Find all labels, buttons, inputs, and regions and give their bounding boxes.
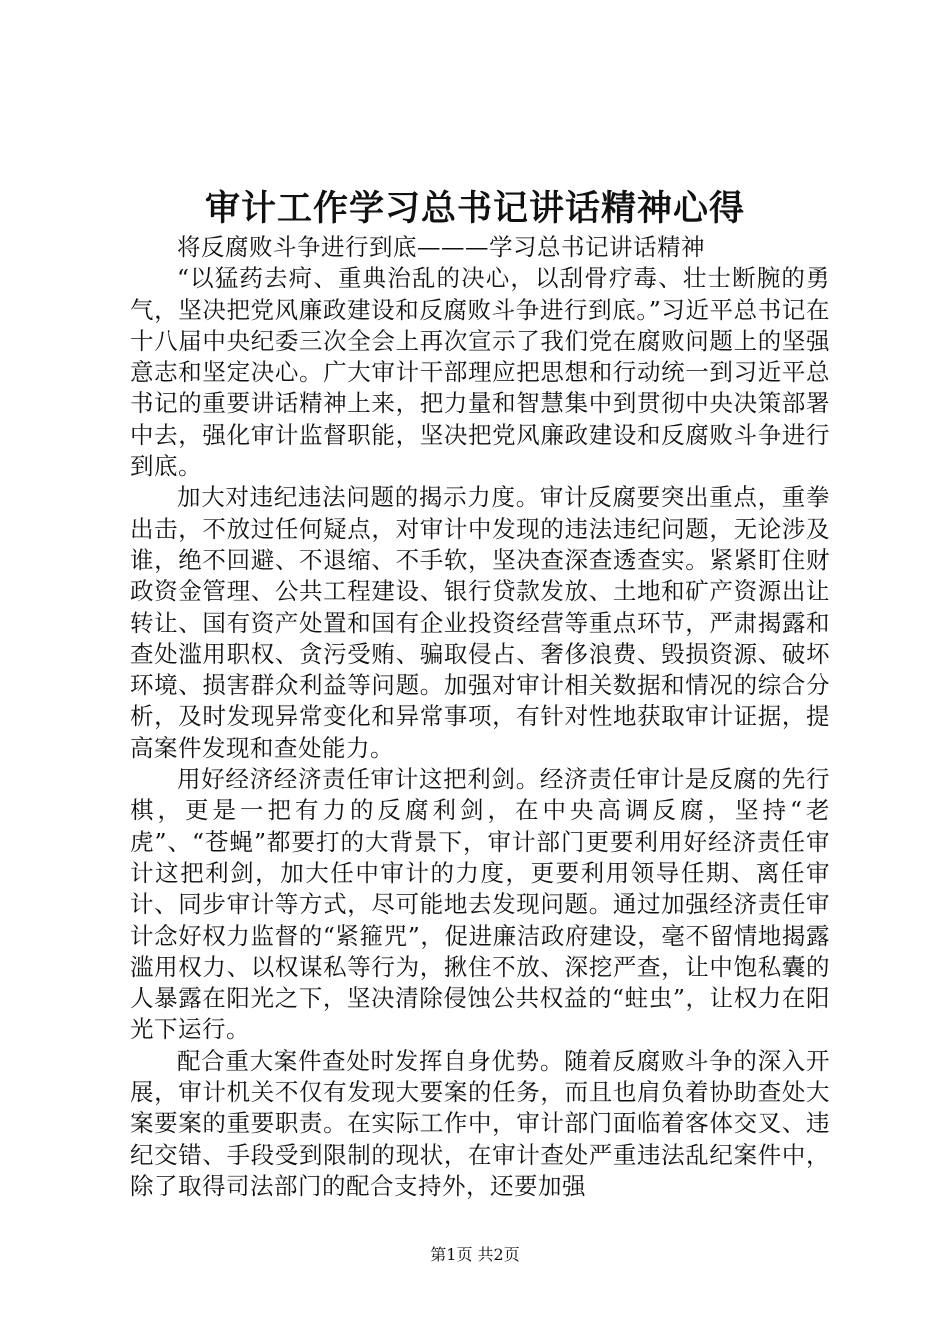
page-number-footer: 第1页 共2页 — [430, 1245, 520, 1264]
paragraph-economic-audit: 用好经济经济责任审计这把利剑。经济责任审计是反腐的先行棋，更是一把有力的反腐利剑，在中央高调反腐，坚持“老虎”、“苍蝇”都要打的大背景下，审计部门更要利用好经济责任审计这把利剑，加大任中审计的力度，更要利用领导任期、离任审计、同步审计等方式，尽可能地去发现问题。通过加强经济责任审计念好权力监督的“紧箍咒”，促进廉洁政府建设，毫不留情地揭露滥用权力、以权谋私等行为，揪住不放、深挖严查，让中饱私囊的人暴露在阳光之下，坚决清除侵蚀公共权益的“蛀虫”，让权力在阳光下运行。 — [130, 765, 830, 1044]
document-body — [130, 232, 830, 1202]
paragraph-major-cases: 配合重大案件查处时发挥自身优势。随着反腐败斗争的深入开展，审计机关不仅有发现大要案的任务，而且也肩负着协助查处大案要案的重要职责。在实际工作中，审计部门面临着客体交叉、违纪交错、手段受到限制的现状，在审计查处严重违法乱纪案件中，除了取得司法部门的配合支持外，还要加强 — [130, 1046, 830, 1200]
document-subtitle: 将反腐败斗争进行到底———学习总书记讲话精神 — [177, 233, 705, 261]
paragraph-intro: “以猛药去疴、重典治乱的决心，以刮骨疗毒、壮士断腕的勇气，坚决把党风廉政建设和反腐败斗争进行到底。”习近平总书记在十八届中央纪委三次全会上再次宣示了我们党在腐败问题上的坚强意志和坚定决心。广大审计干部理应把思想和行动统一到习近平总书记的重要讲话精神上来，把力量和智慧集中到贯彻中央决策部署中去，强化审计监督职能，坚决把党风廉政建设和反腐败斗争进行到底。 — [130, 264, 830, 481]
paragraph-disclosure: 加大对违纪违法问题的揭示力度。审计反腐要突出重点，重拳出击，不放过任何疑点，对审计中发现的违法违纪问题，无论涉及谁，绝不回避、不退缩、不手软，坚决查深查透查实。紧紧盯住财政资金管理、公共工程建设、银行贷款发放、土地和矿产资源出让转让、国有资产处置和国有企业投资经营等重点环节，严肃揭露和查处滥用职权、贪污受贿、骗取侵占、奢侈浪费、毁损资源、破坏环境、损害群众利益等问题。加强对审计相关数据和情况的综合分析，及时发现异常变化和异常事项，有针对性地获取审计证据，提高案件发现和查处能力。 — [130, 483, 830, 762]
document-title: 审计工作学习总书记讲话精神心得 — [204, 188, 745, 229]
